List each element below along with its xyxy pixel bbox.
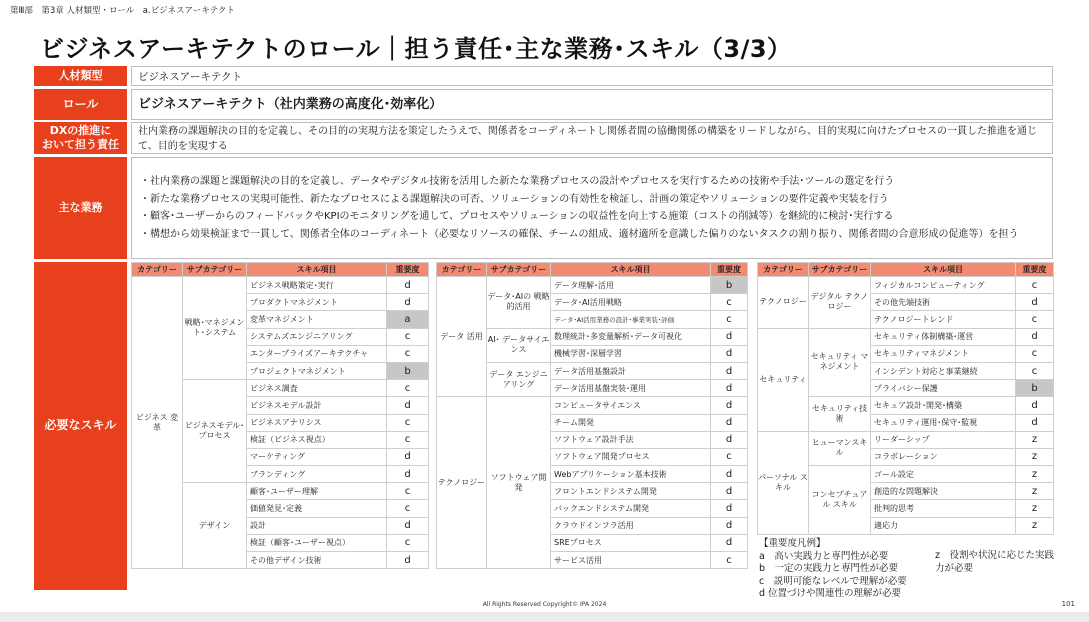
subcategory-cell: データ･AIの 戦略的活用 <box>487 277 551 329</box>
importance-cell: c <box>1016 345 1054 362</box>
skill-cell: ソフトウェア設計手法 <box>551 431 711 448</box>
role-value: ビジネスアーキテクト（社内業務の高度化･効率化） <box>131 89 1053 120</box>
header-category: カテゴリー <box>758 263 809 277</box>
legend-a: a 高い実践力と専門性が必要 <box>759 550 889 562</box>
skill-cell: セキュア設計･開発･構築 <box>871 397 1016 414</box>
tasks-list <box>140 173 1046 243</box>
skill-cell: インシデント対応と事業継続 <box>871 362 1016 379</box>
header-skill: スキル項目 <box>247 263 387 277</box>
header-subcategory: サブカテゴリー <box>487 263 551 277</box>
skill-cell: ビジネスモデル設計 <box>247 397 387 414</box>
importance-cell: c <box>711 448 748 465</box>
role-label: ロール <box>34 89 127 120</box>
skill-cell: テクノロジートレンド <box>871 311 1016 328</box>
dx-value: 社内業務の課題解決の目的を定義し、その目的の実現方法を策定したうえで、関係者をコーディネートし関係者間の協働関係の構築をリードしながら、目的実現に向けたプロセスの一貫した推進を通じて、目的を実現する <box>131 122 1053 154</box>
legend-title: 【重要度凡例】 <box>759 538 826 549</box>
skill-cell: サービス活用 <box>551 552 711 569</box>
skill-cell: マーケティング <box>247 448 387 465</box>
skill-cell: その他先端技術 <box>871 294 1016 311</box>
importance-cell: b <box>711 277 748 294</box>
skill-cell: セキュリティ体制構築･運営 <box>871 328 1016 345</box>
importance-legend <box>759 538 1059 604</box>
skill-cell: 価値発見･定義 <box>247 500 387 517</box>
header-importance: 重要度 <box>1016 263 1054 277</box>
table-header <box>437 263 748 277</box>
importance-cell: c <box>1016 311 1054 328</box>
category-cell: テクノロジー <box>437 397 487 569</box>
task-item: ・ 顧客･ユーザーからのフィードバックやKPIのモニタリングを通して、プロセスやソリューションの収益性を向上する施策（コストの削減等）を継続的に検討･実行する <box>140 208 1046 226</box>
importance-cell: d <box>711 414 748 431</box>
skill-cell: プライバシー保護 <box>871 380 1016 397</box>
subcategory-cell: AI･ データサイエンス <box>487 328 551 362</box>
table-row <box>758 328 1054 345</box>
page-number: 101 <box>1061 600 1075 608</box>
skill-cell: Webアプリケーション基本技術 <box>551 466 711 483</box>
importance-cell: d <box>711 483 748 500</box>
skill-cell: 機械学習･深層学習 <box>551 345 711 362</box>
importance-cell: d <box>387 552 429 569</box>
legend-z: z 役割や状況に応じた実践力が必要 <box>935 550 1054 574</box>
skill-table-1 <box>131 262 429 569</box>
importance-cell: c <box>711 311 748 328</box>
importance-cell: c <box>387 380 429 397</box>
table-row <box>437 277 748 294</box>
header-importance: 重要度 <box>387 263 429 277</box>
importance-cell: d <box>711 345 748 362</box>
importance-cell: c <box>387 431 429 448</box>
skill-cell: システムズエンジニアリング <box>247 328 387 345</box>
importance-cell: d <box>711 500 748 517</box>
importance-cell: z <box>1016 483 1054 500</box>
importance-cell: a <box>387 311 429 328</box>
copyright-footer: All Rights Reserved Copyright© IPA 2024 <box>482 601 607 608</box>
page-title: ビジネスアーキテクトのロール｜担う責任･主な業務･スキル（3/3） <box>40 35 792 63</box>
table-header <box>132 263 429 277</box>
table-row <box>758 277 1054 294</box>
task-item: ・ 新たな業務プロセスの実現可能性、新たなプロセスによる課題解決の可否、ソリューションの有効性を検証し、計画の策定やソリューションの要件定義や実装を行う <box>140 191 1046 209</box>
importance-cell: c <box>387 483 429 500</box>
skill-cell: 検証（顧客･ユーザー視点） <box>247 534 387 551</box>
type-value: ビジネスアーキテクト <box>131 66 1053 86</box>
legend-c: c 説明可能なレベルで理解が必要 <box>759 575 907 587</box>
task-item: ・ 社内業務の課題と課題解決の目的を定義し、データやデジタル技術を活用した新たな業務プロセスの設計やプロセスを実行するための技術や手法･ツールの選定を行う <box>140 173 1046 191</box>
subcategory-cell: セキュリティ マネジメント <box>809 328 871 397</box>
skill-cell: 適応力 <box>871 517 1016 534</box>
skill-cell: プロジェクトマネジメント <box>247 362 387 379</box>
skill-cell: 変革マネジメント <box>247 311 387 328</box>
skill-cell: フロントエンドシステム開発 <box>551 483 711 500</box>
skill-cell: ソフトウェア開発プロセス <box>551 448 711 465</box>
importance-cell: d <box>711 534 748 551</box>
header-skill: スキル項目 <box>871 263 1016 277</box>
skill-cell: 設計 <box>247 517 387 534</box>
importance-cell: c <box>387 345 429 362</box>
table-row <box>437 397 748 414</box>
importance-cell: z <box>1016 466 1054 483</box>
subcategory-cell: ソフトウェア開発 <box>487 397 551 569</box>
table-row <box>132 277 429 294</box>
skill-cell: その他デザイン技術 <box>247 552 387 569</box>
category-cell: パーソナル スキル <box>758 431 809 534</box>
importance-cell: c <box>711 552 748 569</box>
skill-cell: コラボレーション <box>871 448 1016 465</box>
header-category: カテゴリー <box>437 263 487 277</box>
importance-cell: d <box>711 431 748 448</box>
importance-cell: d <box>387 397 429 414</box>
legend-d: d 位置づけや関連性の理解が必要 <box>759 588 902 599</box>
type-label: 人材類型 <box>34 66 127 86</box>
skill-cell: 創造的な問題解決 <box>871 483 1016 500</box>
skill-cell: クラウドインフラ活用 <box>551 517 711 534</box>
importance-cell: d <box>387 466 429 483</box>
header-skill: スキル項目 <box>551 263 711 277</box>
skill-cell: 批判的思考 <box>871 500 1016 517</box>
table-header <box>758 263 1054 277</box>
skill-cell: コンピュータサイエンス <box>551 397 711 414</box>
skill-cell: ブランディング <box>247 466 387 483</box>
legend-left <box>759 538 907 601</box>
importance-cell: d <box>1016 397 1054 414</box>
skill-cell: フィジカルコンピューティング <box>871 277 1016 294</box>
breadcrumb: 第Ⅲ部 第3章 人材類型・ロール a.ビジネスアーキテクト <box>10 6 235 16</box>
importance-cell: d <box>711 397 748 414</box>
skill-cell: 数理統計･多変量解析･データ可視化 <box>551 328 711 345</box>
table-row <box>758 431 1054 448</box>
header-subcategory: サブカテゴリー <box>183 263 247 277</box>
skill-cell: データ･AI活用戦略 <box>551 294 711 311</box>
skill-cell: 検証（ビジネス視点） <box>247 431 387 448</box>
skill-table-2 <box>436 262 748 569</box>
category-cell: セキュリティ <box>758 328 809 431</box>
tasks-box <box>131 157 1053 259</box>
skill-cell: リーダーシップ <box>871 431 1016 448</box>
skills-label: 必要なスキル <box>34 262 127 590</box>
importance-cell: c <box>711 294 748 311</box>
subcategory-cell: デジタル テクノロジー <box>809 277 871 329</box>
importance-cell: d <box>1016 328 1054 345</box>
category-cell: ビジネス 変革 <box>132 277 183 569</box>
legend-b: b 一定の実践力と専門性が必要 <box>759 563 899 574</box>
importance-cell: d <box>1016 294 1054 311</box>
subcategory-cell: コンセプチュアル スキル <box>809 466 871 535</box>
category-cell: データ 活用 <box>437 277 487 397</box>
importance-cell: z <box>1016 431 1054 448</box>
importance-cell: d <box>711 380 748 397</box>
subcategory-cell: デザイン <box>183 483 247 569</box>
header-subcategory: サブカテゴリー <box>809 263 871 277</box>
dx-label: DXの推進に おいて担う責任 <box>34 122 127 154</box>
importance-cell: c <box>387 534 429 551</box>
importance-cell: z <box>1016 500 1054 517</box>
skill-cell: データ活用基盤設計 <box>551 362 711 379</box>
importance-cell: b <box>1016 380 1054 397</box>
tasks-label: 主な業務 <box>34 157 127 259</box>
importance-cell: c <box>1016 362 1054 379</box>
importance-cell: d <box>387 448 429 465</box>
skill-cell: セキュリティ運用･保守･監視 <box>871 414 1016 431</box>
skill-cell: データ理解･活用 <box>551 277 711 294</box>
importance-cell: d <box>387 277 429 294</box>
category-cell: テクノロジー <box>758 277 809 329</box>
importance-cell: c <box>387 414 429 431</box>
skill-cell: ビジネスアナリシス <box>247 414 387 431</box>
importance-cell: c <box>1016 277 1054 294</box>
importance-cell: d <box>711 466 748 483</box>
importance-cell: d <box>387 294 429 311</box>
skill-cell: データ･AI活用業務の設計･事業実装･評価 <box>551 311 711 328</box>
skill-cell: バックエンドシステム開発 <box>551 500 711 517</box>
header-category: カテゴリー <box>132 263 183 277</box>
skill-cell: セキュリティマネジメント <box>871 345 1016 362</box>
skill-cell: エンタープライズアーキテクチャ <box>247 345 387 362</box>
importance-cell: d <box>711 328 748 345</box>
skill-cell: ビジネス調査 <box>247 380 387 397</box>
importance-cell: b <box>387 362 429 379</box>
skill-cell: プロダクトマネジメント <box>247 294 387 311</box>
importance-cell: z <box>1016 517 1054 534</box>
subcategory-cell: セキュリティ技術 <box>809 397 871 431</box>
skill-cell: チーム開発 <box>551 414 711 431</box>
skill-cell: ビジネス戦略策定･実行 <box>247 277 387 294</box>
task-item: ・ 構想から効果検証まで一貫して、関係者全体のコーディネート（必要なリソースの確保、チームの組成、適材適所を意識した偏りのないタスクの割り振り、関係者間の合意形成の促進等）を担う <box>140 226 1046 244</box>
importance-cell: c <box>387 500 429 517</box>
importance-cell: d <box>387 517 429 534</box>
skill-cell: データ活用基盤実装･運用 <box>551 380 711 397</box>
subcategory-cell: データ エンジニアリング <box>487 362 551 396</box>
importance-cell: z <box>1016 448 1054 465</box>
skill-cell: ゴール設定 <box>871 466 1016 483</box>
skill-cell: SREプロセス <box>551 534 711 551</box>
importance-cell: d <box>711 517 748 534</box>
importance-cell: c <box>387 328 429 345</box>
importance-cell: d <box>1016 414 1054 431</box>
subcategory-cell: 戦略･マネジメン ト･システム <box>183 277 247 380</box>
skill-table-3 <box>757 262 1054 535</box>
header-importance: 重要度 <box>711 263 748 277</box>
subcategory-cell: ビジネスモデル･ プロセス <box>183 380 247 483</box>
skill-cell: 顧客･ユーザー理解 <box>247 483 387 500</box>
importance-cell: d <box>711 362 748 379</box>
subcategory-cell: ヒューマンスキル <box>809 431 871 465</box>
